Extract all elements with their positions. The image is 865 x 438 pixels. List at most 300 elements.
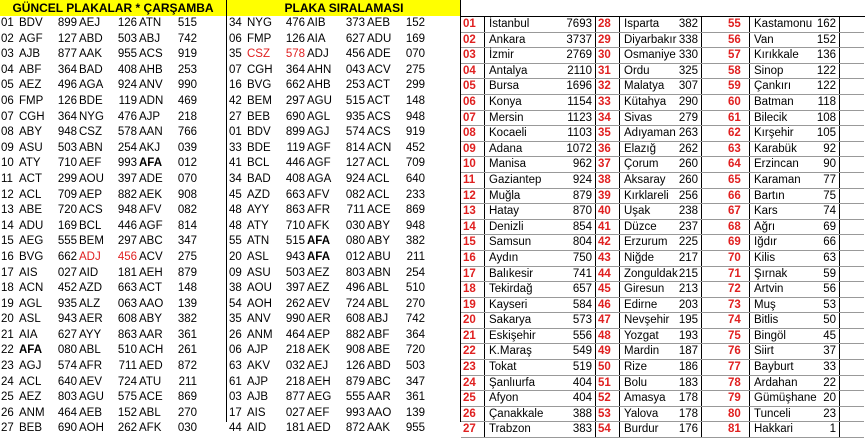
column-divider (226, 0, 227, 422)
ranking-number: 61 (726, 111, 750, 126)
plate-value: 503 (117, 32, 137, 45)
plate-code: AER (79, 313, 103, 326)
plate-row (229, 312, 459, 328)
plate-code: AFK (307, 219, 330, 232)
plate-value: 496 (345, 282, 365, 295)
city-name: Burdur (624, 423, 659, 436)
plate-value: 662 (57, 250, 77, 263)
plate-city-number: 08 (1, 126, 14, 139)
plate-city-number: 48 (229, 204, 242, 217)
plate-value: 503 (57, 141, 77, 154)
plate-code: AEH (139, 266, 163, 279)
city-name: Erzurum (624, 236, 668, 249)
plate-value: 872 (177, 360, 197, 373)
plate-value: 869 (177, 391, 197, 404)
city-count: 75 (814, 189, 840, 204)
plate-code: ASU (19, 141, 43, 154)
plate-city-number: 16 (1, 250, 14, 263)
plate-value: 863 (285, 204, 305, 217)
city-count: 256 (670, 189, 702, 204)
city-count: 854 (556, 220, 596, 235)
city-name: Bingöl (754, 329, 786, 342)
ranking-row (726, 95, 864, 111)
ranking-number: 35 (596, 126, 620, 141)
city-name: Edirne (624, 298, 658, 311)
city-name: Bolu (624, 376, 648, 389)
plate-value: 012 (177, 157, 197, 170)
city-count: 238 (670, 204, 702, 219)
ranking-row (726, 64, 864, 80)
ranking-row (596, 204, 726, 220)
plate-row (229, 281, 459, 297)
plate-code: FMP (247, 32, 272, 45)
plate-city-number: 09 (229, 266, 242, 279)
ranking-number: 03 (461, 48, 485, 63)
plate-code: AFA (307, 235, 330, 248)
plate-city-number: 44 (229, 422, 242, 435)
city-name: Muğla (489, 189, 521, 202)
plate-value: 119 (118, 94, 137, 107)
city-name: Tekirdağ (489, 283, 533, 296)
plate-code: AEV (79, 375, 103, 388)
city-name: Adana (489, 142, 523, 155)
plate-value: 080 (57, 344, 77, 357)
plate-value: 039 (177, 141, 197, 154)
plate-value: 574 (57, 360, 77, 373)
ranking-number: 30 (596, 48, 620, 63)
ranking-row (461, 95, 596, 111)
plate-value: 148 (405, 94, 425, 107)
plate-city-number: 06 (1, 94, 14, 107)
plate-code: AJP (139, 110, 161, 123)
ranking-number: 01 (461, 17, 485, 32)
plate-value: 993 (345, 406, 365, 419)
city-count: 404 (556, 391, 596, 406)
ranking-number: 80 (726, 407, 750, 422)
ranking-number: 25 (461, 391, 485, 406)
plate-value: 869 (405, 204, 425, 217)
plate-code: ACS (367, 126, 391, 139)
city-name: Mardin (624, 345, 660, 358)
plate-value: 211 (178, 375, 197, 388)
plate-city-number: 04 (1, 63, 14, 76)
plate-value: 882 (345, 328, 365, 341)
plate-code: ABL (367, 297, 389, 310)
city-name: Gümüşhane (754, 392, 817, 405)
ranking-row (461, 142, 596, 158)
plate-value: 924 (345, 172, 365, 185)
plate-code: AOU (247, 282, 272, 295)
city-name: Şanlıurfa (489, 376, 536, 389)
plate-value: 711 (118, 360, 137, 373)
ranking-row (726, 313, 864, 329)
city-count: 178 (670, 391, 702, 406)
plate-value: 082 (177, 204, 197, 217)
ranking-number: 78 (726, 376, 750, 391)
city-count: 187 (670, 344, 702, 359)
plate-value: 126 (345, 360, 365, 373)
city-name: Sivas (624, 111, 653, 124)
ranking-row (596, 376, 726, 392)
city-count: 260 (670, 157, 702, 172)
plate-code: BEM (247, 94, 272, 107)
ranking-number: 73 (726, 298, 750, 313)
ranking-row (461, 48, 596, 64)
plate-code: ATN (247, 235, 270, 248)
city-count: 217 (670, 251, 702, 266)
city-count: 262 (670, 142, 702, 157)
ranking-number: 57 (726, 48, 750, 63)
plate-code: ABY (139, 313, 163, 326)
plate-value: 943 (57, 313, 77, 326)
ranking-number: 16 (461, 251, 485, 266)
plate-value: 476 (285, 17, 305, 29)
plate-code: FMP (19, 94, 44, 107)
plate-code: AAO (367, 406, 392, 419)
city-name: Elazığ (624, 142, 656, 155)
plate-code: AEG (307, 391, 332, 404)
plate-value: 373 (345, 17, 365, 29)
plate-value: 709 (57, 188, 77, 201)
plate-city-number: 02 (1, 32, 14, 45)
city-count: 750 (556, 251, 596, 266)
city-count: 1696 (556, 79, 596, 94)
city-name: Yozgat (624, 329, 659, 342)
ranking-number: 39 (596, 189, 620, 204)
plate-code: ADJ (307, 48, 329, 61)
city-name: Samsun (489, 236, 532, 249)
ranking-number: 72 (726, 282, 750, 297)
plate-value: 555 (57, 235, 77, 248)
plate-value: 148 (177, 282, 197, 295)
plate-row (229, 406, 459, 422)
plate-code: ABF (19, 63, 42, 76)
plate-code: AEJ (307, 360, 329, 373)
ranking-row (596, 329, 726, 345)
city-count: 23 (814, 407, 840, 422)
city-count: 2769 (556, 48, 596, 63)
city-count: 383 (556, 422, 596, 437)
plate-row (1, 234, 225, 250)
plate-value: 948 (405, 219, 425, 232)
city-name: Sinop (754, 64, 784, 77)
ranking-row (461, 344, 596, 360)
plate-value: 464 (285, 328, 305, 341)
plate-code: AER (307, 313, 331, 326)
plate-value: 863 (117, 328, 137, 341)
plate-code: AEZ (19, 391, 42, 404)
ranking-number: 21 (461, 329, 485, 344)
ranking-number: 75 (726, 329, 750, 344)
plate-city-number: 13 (1, 204, 14, 217)
plate-code: AEZ (307, 282, 330, 295)
plate-row (229, 188, 459, 204)
ranking-row (726, 79, 864, 95)
city-name: Karaman (754, 173, 801, 186)
city-name: Uşak (624, 205, 651, 218)
city-name: Mersin (489, 111, 524, 124)
plate-row (229, 78, 459, 94)
plate-value: 510 (117, 344, 137, 357)
city-count: 556 (556, 329, 596, 344)
city-name: Kütahya (624, 95, 667, 108)
city-count: 1123 (556, 111, 596, 126)
plate-code: ADE (139, 172, 163, 185)
plate-row (229, 219, 459, 235)
city-count: 1103 (556, 126, 596, 141)
city-count: 924 (556, 173, 596, 188)
plate-city-number: 41 (229, 157, 242, 170)
ranking-row (726, 344, 864, 360)
plate-value: 503 (405, 360, 425, 373)
plate-row (1, 219, 225, 235)
ranking-number: 81 (726, 422, 750, 437)
plate-value: 627 (57, 328, 77, 341)
city-name: Manisa (489, 158, 527, 171)
ranking-row (596, 407, 726, 423)
ranking-number: 23 (461, 360, 485, 375)
city-name: Kırıkkale (754, 49, 799, 62)
plate-city-number: 26 (1, 406, 14, 419)
plate-value: 063 (117, 297, 137, 310)
ranking-row (726, 282, 864, 298)
plate-code: ATY (247, 219, 269, 232)
plate-city-number: 21 (1, 328, 14, 341)
plate-code: AKV (247, 360, 271, 373)
plate-city-number: 27 (229, 110, 242, 123)
plate-value: 476 (117, 110, 137, 123)
plate-city-number: 12 (1, 188, 14, 201)
ranking-row (461, 298, 596, 314)
plate-row (229, 390, 459, 406)
ranking-number: 69 (726, 235, 750, 250)
city-name: K.Maraş (489, 345, 532, 358)
plate-value: 555 (345, 391, 365, 404)
city-name: Balıkesir (489, 267, 534, 280)
plate-value: 690 (57, 422, 77, 435)
plate-value: 152 (405, 17, 425, 29)
plate-code: AOH (247, 297, 272, 310)
city-count: 338 (670, 33, 702, 48)
ranking-row (596, 17, 726, 33)
city-name: Eskişehir (489, 329, 536, 342)
plate-value: 710 (285, 219, 305, 232)
plate-code: AEJ (79, 17, 101, 29)
plate-value: 456 (117, 250, 137, 263)
ranking-number: 48 (596, 329, 620, 344)
plate-code: CSZ (247, 48, 270, 61)
plate-code: AIA (19, 328, 38, 341)
ranking-row (596, 344, 726, 360)
city-count: 186 (670, 360, 702, 375)
ranking-row (461, 220, 596, 236)
city-count: 63 (814, 251, 840, 266)
plate-code: BAD (79, 63, 103, 76)
ranking-number: 66 (726, 189, 750, 204)
plate-value: 924 (117, 79, 137, 92)
plate-value: 364 (57, 63, 77, 76)
plate-code: AFR (79, 360, 102, 373)
plate-city-number: 26 (229, 328, 242, 341)
ranking-number: 32 (596, 79, 620, 94)
plate-value: 397 (285, 282, 305, 295)
ranking-number: 52 (596, 391, 620, 406)
ranking-number: 77 (726, 360, 750, 375)
plate-row (229, 94, 459, 110)
ranking-number: 41 (596, 220, 620, 235)
plate-code: ABD (367, 360, 391, 373)
plate-code: BDV (247, 126, 271, 139)
plate-code: ANV (139, 79, 163, 92)
plate-value: 080 (345, 235, 365, 248)
city-count: 1072 (556, 142, 596, 157)
plate-row (1, 125, 225, 141)
city-count: 178 (670, 407, 702, 422)
plate-city-number: 15 (1, 235, 14, 248)
city-count: 66 (814, 235, 840, 250)
ranking-number: 28 (596, 17, 620, 32)
plate-city-number: 54 (229, 297, 242, 310)
plate-value: 955 (405, 422, 425, 435)
ranking-row (596, 33, 726, 49)
ranking-row (461, 313, 596, 329)
plate-value: 233 (405, 188, 425, 201)
city-name: Giresun (624, 283, 665, 296)
ranking-number: 46 (596, 298, 620, 313)
city-count: 962 (556, 157, 596, 172)
city-count: 92 (814, 142, 840, 157)
ranking-row (461, 157, 596, 173)
city-count: 573 (556, 313, 596, 328)
plate-code: ACT (19, 172, 42, 185)
city-name: Bursa (489, 80, 520, 93)
plate-value: 254 (117, 141, 137, 154)
plate-value: 152 (117, 406, 137, 419)
city-name: Aydın (489, 251, 519, 264)
plate-row (1, 156, 225, 172)
plate-city-number: 06 (229, 32, 242, 45)
ranking-number: 06 (461, 95, 485, 110)
plate-code: AHB (307, 79, 331, 92)
city-count: 122 (814, 64, 840, 79)
plate-value: 464 (57, 406, 77, 419)
plate-value: 877 (57, 48, 77, 61)
plate-code: AGF (307, 141, 331, 154)
plate-city-number: 20 (1, 313, 14, 326)
plate-city-number: 23 (1, 360, 14, 373)
plate-code: ABN (367, 266, 391, 279)
plate-code: AIA (307, 32, 326, 45)
plate-value: 803 (345, 266, 365, 279)
plate-value: 169 (405, 32, 425, 45)
ranking-number: 53 (596, 407, 620, 422)
city-count: 22 (814, 376, 840, 391)
plate-row (229, 250, 459, 266)
plate-value: 043 (345, 63, 365, 76)
plate-city-number: 07 (1, 110, 14, 123)
plate-value: 515 (345, 94, 365, 107)
plate-code: ABE (367, 344, 391, 357)
plate-code: ATN (139, 17, 162, 29)
plate-code: AGJ (19, 360, 42, 373)
city-name: Düzce (624, 220, 657, 233)
city-name: Bilecik (754, 111, 788, 124)
city-name: İstanbul (489, 18, 530, 30)
plate-value: 299 (57, 172, 77, 185)
plate-value: 347 (177, 235, 197, 248)
ranking-row (726, 17, 864, 33)
plate-code: AID (79, 266, 99, 279)
ranking-number: 54 (596, 422, 620, 437)
ranking-number: 59 (726, 79, 750, 94)
ranking-number: 05 (461, 79, 485, 94)
ranking-row (461, 235, 596, 251)
city-name: İzmir (489, 49, 514, 62)
plate-code: ACL (367, 157, 390, 170)
plate-value: 663 (285, 188, 305, 201)
city-name: Ankara (489, 33, 526, 46)
plate-value: 456 (345, 48, 365, 61)
plate-value: 361 (405, 391, 425, 404)
ranking-row (596, 79, 726, 95)
city-count: 225 (670, 235, 702, 250)
plate-value: 990 (177, 79, 197, 92)
plate-value: 452 (57, 282, 77, 295)
plate-code: ACL (19, 375, 42, 388)
plate-code: ANM (247, 328, 273, 341)
plate-list-middle (229, 16, 459, 437)
ranking-row (726, 157, 864, 173)
plate-value: 211 (406, 250, 425, 263)
plate-code: ABL (79, 344, 101, 357)
ranking-row (596, 298, 726, 314)
ranking-number: 55 (726, 17, 750, 32)
city-count: 1154 (556, 95, 596, 110)
plate-city-number: 07 (229, 63, 242, 76)
plate-value: 452 (405, 141, 425, 154)
plate-value: 990 (285, 313, 305, 326)
city-count: 74 (814, 204, 840, 219)
left-header-title: GÜNCEL PLAKALAR * ÇARŞAMBA (12, 1, 214, 15)
ranking-row (461, 33, 596, 49)
ranking-row (596, 220, 726, 236)
plate-city-number: 35 (229, 48, 242, 61)
plate-value: 262 (117, 422, 137, 435)
ranking-row (461, 329, 596, 345)
plate-code: ACT (367, 94, 390, 107)
plate-city-number: 33 (229, 141, 242, 154)
city-name: Antalya (489, 64, 528, 77)
plate-code: AAO (139, 297, 164, 310)
plate-code: AGF (19, 32, 43, 45)
plate-code: ABJ (367, 313, 389, 326)
plate-value: 139 (177, 297, 197, 310)
ranking-number: 29 (596, 33, 620, 48)
ranking-row (726, 235, 864, 251)
city-count: 193 (670, 329, 702, 344)
plate-value: 955 (117, 48, 137, 61)
ranking-number: 42 (596, 235, 620, 250)
plate-value: 297 (285, 94, 305, 107)
plate-code: AJB (247, 391, 269, 404)
ranking-number: 31 (596, 64, 620, 79)
plate-value: 510 (405, 282, 425, 295)
plate-value: 720 (57, 204, 77, 217)
plate-value: 803 (57, 391, 77, 404)
ranking-row (596, 189, 726, 205)
plate-code: ABN (79, 141, 103, 154)
plate-city-number: 20 (229, 250, 242, 263)
